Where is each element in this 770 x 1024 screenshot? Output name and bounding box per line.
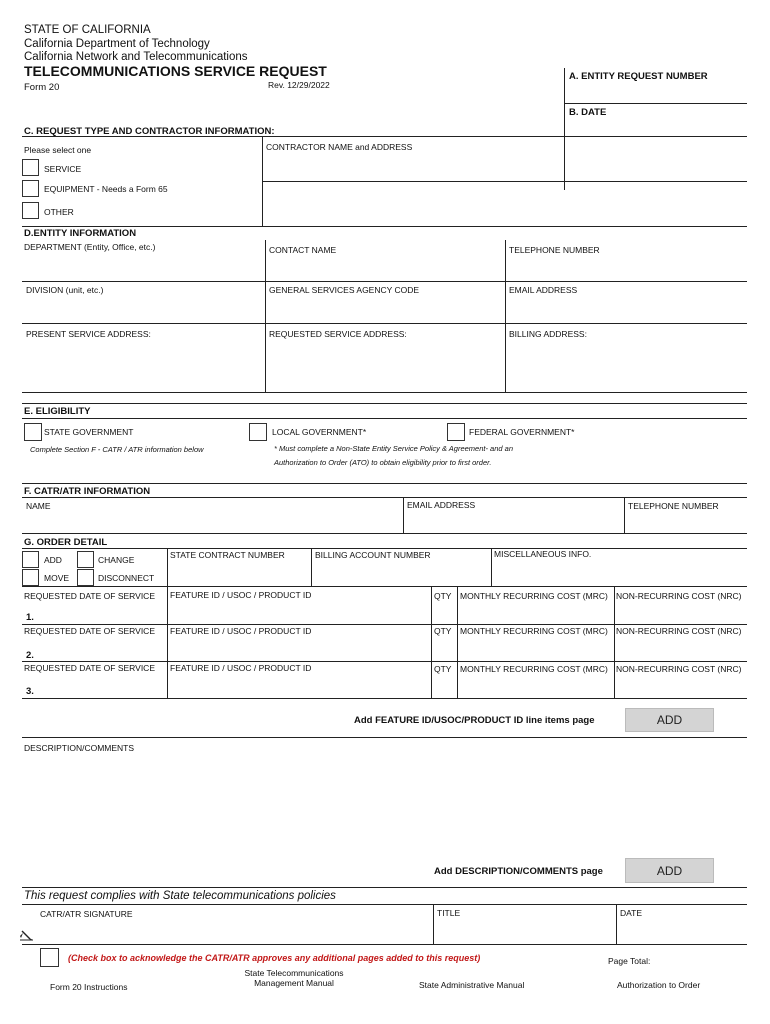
department-field[interactable] xyxy=(24,254,262,280)
move-checkbox[interactable] xyxy=(22,569,39,586)
telephone-label: TELEPHONE NUMBER xyxy=(509,245,600,255)
line2-nrc-label: NON-RECURRING COST (NRC) xyxy=(616,626,742,636)
billing-account-field[interactable] xyxy=(315,562,488,584)
acknowledge-text: (Check box to acknowledge the CATR/ATR approves any additional pages added to this request) xyxy=(68,953,481,963)
line1-nrc-label: NON-RECURRING COST (NRC) xyxy=(616,591,742,601)
other-label: OTHER xyxy=(44,207,74,217)
add-line-items-label: Add FEATURE ID/USOC/PRODUCT ID line items page xyxy=(354,715,595,726)
add-label: ADD xyxy=(44,555,62,565)
present-address-field[interactable] xyxy=(24,342,262,390)
department-heading: California Department of Technology xyxy=(24,38,210,50)
state-government-checkbox[interactable] xyxy=(24,423,42,441)
stmm-link[interactable] xyxy=(240,968,348,988)
signature-label: CATR/ATR SIGNATURE xyxy=(40,909,133,919)
catr-email-field[interactable] xyxy=(407,512,621,532)
line2-qty-field[interactable] xyxy=(434,640,454,659)
sam-link[interactable]: State Administrative Manual xyxy=(419,980,525,990)
contractor-label: CONTRACTOR NAME and ADDRESS xyxy=(266,142,413,152)
line3-date-field[interactable] xyxy=(40,677,164,696)
service-checkbox[interactable] xyxy=(22,159,39,176)
section-g-title: G. ORDER DETAIL xyxy=(24,537,108,548)
form-number: Form 20 xyxy=(24,82,60,93)
add-description-label: Add DESCRIPTION/COMMENTS page xyxy=(434,866,603,877)
state-heading: STATE OF CALIFORNIA xyxy=(24,24,151,36)
line1-date-label: REQUESTED DATE OF SERVICE xyxy=(24,591,155,601)
pen-signature-icon[interactable] xyxy=(18,927,36,943)
present-address-label: PRESENT SERVICE ADDRESS: xyxy=(26,329,151,339)
stmm-line2: Management Manual xyxy=(254,978,334,988)
equipment-label: EQUIPMENT - Needs a Form 65 xyxy=(44,184,168,194)
date-field[interactable] xyxy=(569,119,745,135)
form20-instructions-link[interactable]: Form 20 Instructions xyxy=(50,982,128,992)
federal-government-checkbox[interactable] xyxy=(447,423,465,441)
disconnect-checkbox[interactable] xyxy=(77,569,94,586)
line2-mrc-label: MONTHLY RECURRING COST (MRC) xyxy=(460,626,608,636)
line1-mrc-label: MONTHLY RECURRING COST (MRC) xyxy=(460,591,608,601)
change-label: CHANGE xyxy=(98,555,135,565)
billing-account-label: BILLING ACCOUNT NUMBER xyxy=(315,550,431,560)
add-checkbox[interactable] xyxy=(22,551,39,568)
line3-mrc-field[interactable] xyxy=(460,677,611,696)
contact-name-field[interactable] xyxy=(269,257,501,280)
change-checkbox[interactable] xyxy=(77,551,94,568)
email-label: EMAIL ADDRESS xyxy=(509,285,578,295)
gsac-field[interactable] xyxy=(269,297,501,322)
network-heading: California Network and Telecommunications xyxy=(24,51,248,63)
line3-feature-field[interactable] xyxy=(170,677,428,696)
ato-link[interactable]: Authorization to Order xyxy=(617,980,701,990)
section-e-title: E. ELIGIBILITY xyxy=(24,406,91,417)
local-government-checkbox[interactable] xyxy=(249,423,267,441)
federal-government-label: FEDERAL GOVERNMENT* xyxy=(469,427,575,437)
misc-info-label: MISCELLANEOUS INFO. xyxy=(494,549,592,559)
line3-mrc-label: MONTHLY RECURRING COST (MRC) xyxy=(460,664,608,674)
select-one-label: Please select one xyxy=(24,145,92,155)
line1-qty-label: QTY xyxy=(434,591,452,601)
department-label: DEPARTMENT (Entity, Office, etc.) xyxy=(24,242,156,252)
requested-address-field[interactable] xyxy=(269,342,501,390)
contract-number-field[interactable] xyxy=(170,562,308,584)
gsac-label: GENERAL SERVICES AGENCY CODE xyxy=(269,285,420,295)
stmm-line1: State Telecommunications xyxy=(244,968,344,978)
requested-address-label: REQUESTED SERVICE ADDRESS: xyxy=(269,329,407,339)
division-field[interactable] xyxy=(24,297,262,322)
other-checkbox[interactable] xyxy=(22,202,39,219)
catr-telephone-field[interactable] xyxy=(628,512,745,532)
description-label: DESCRIPTION/COMMENTS xyxy=(24,743,135,753)
acknowledge-checkbox[interactable] xyxy=(40,948,59,967)
line1-mrc-field[interactable] xyxy=(460,604,611,622)
catr-telephone-label: TELEPHONE NUMBER xyxy=(628,501,719,511)
line2-date-label: REQUESTED DATE OF SERVICE xyxy=(24,626,155,636)
billing-address-field[interactable] xyxy=(509,342,745,390)
section-c-title: C. REQUEST TYPE AND CONTRACTOR INFORMATION: xyxy=(24,126,275,137)
telephone-field[interactable] xyxy=(509,257,745,280)
add-description-button[interactable]: ADD xyxy=(625,858,714,883)
line2-mrc-field[interactable] xyxy=(460,640,611,659)
revision-date: Rev. 12/29/2022 xyxy=(268,80,330,90)
line2-feature-field[interactable] xyxy=(170,640,428,659)
line3-nrc-label: NON-RECURRING COST (NRC) xyxy=(616,664,742,674)
misc-info-field[interactable] xyxy=(494,562,745,584)
line3-number: 3. xyxy=(26,686,34,697)
line3-feature-label: FEATURE ID / USOC / PRODUCT ID xyxy=(170,663,312,673)
state-government-label: STATE GOVERNMENT xyxy=(44,427,134,437)
line2-date-field[interactable] xyxy=(40,640,164,659)
line2-qty-label: QTY xyxy=(434,626,452,636)
contractor-field[interactable] xyxy=(266,154,745,180)
section-d-title: D.ENTITY INFORMATION xyxy=(24,228,137,239)
disconnect-label: DISCONNECT xyxy=(98,573,155,583)
line1-number: 1. xyxy=(26,612,34,623)
catr-name-label: NAME xyxy=(26,501,51,511)
entity-request-number-label: A. ENTITY REQUEST NUMBER xyxy=(569,71,708,82)
catr-email-label: EMAIL ADDRESS xyxy=(407,500,476,510)
date-field-footer[interactable] xyxy=(620,920,745,942)
contract-number-label: STATE CONTRACT NUMBER xyxy=(170,550,285,560)
line1-qty-field[interactable] xyxy=(434,604,454,622)
division-label: DIVISION (unit, etc.) xyxy=(26,285,104,295)
description-field[interactable] xyxy=(24,756,744,852)
entity-request-number-field[interactable] xyxy=(569,84,745,102)
complies-statement: This request complies with State telecommunications policies xyxy=(24,890,336,902)
line3-qty-field[interactable] xyxy=(434,677,454,696)
title-field[interactable] xyxy=(437,920,613,942)
billing-address-label: BILLING ADDRESS: xyxy=(509,329,587,339)
line3-qty-label: QTY xyxy=(434,664,452,674)
line1-date-field[interactable] xyxy=(40,604,164,622)
local-government-label: LOCAL GOVERNMENT* xyxy=(272,427,367,437)
catr-name-field[interactable] xyxy=(24,512,400,532)
add-line-items-button[interactable]: ADD xyxy=(625,708,714,732)
contact-name-label: CONTACT NAME xyxy=(269,245,337,255)
line3-nrc-field[interactable] xyxy=(616,677,745,696)
service-label: SERVICE xyxy=(44,164,82,174)
line1-nrc-field[interactable] xyxy=(616,604,745,622)
line2-number: 2. xyxy=(26,650,34,661)
line3-date-label: REQUESTED DATE OF SERVICE xyxy=(24,663,155,673)
date-label-footer: DATE xyxy=(620,908,643,918)
section-f-title: F. CATR/ATR INFORMATION xyxy=(24,486,151,497)
non-state-note-line1: * Must complete a Non-State Entity Service Policy & Agreement- and an xyxy=(274,444,514,453)
complete-section-f-note: Complete Section F - CATR / ATR information below xyxy=(30,445,204,454)
equipment-checkbox[interactable] xyxy=(22,180,39,197)
title-label: TITLE xyxy=(437,908,461,918)
page-total-label: Page Total: xyxy=(608,956,651,966)
line2-feature-label: FEATURE ID / USOC / PRODUCT ID xyxy=(170,626,312,636)
line1-feature-label: FEATURE ID / USOC / PRODUCT ID xyxy=(170,590,312,600)
date-label: B. DATE xyxy=(569,107,607,118)
non-state-note-line2: Authorization to Order (ATO) to obtain eligibility prior to first order. xyxy=(274,458,492,467)
line2-nrc-field[interactable] xyxy=(616,640,745,659)
email-field[interactable] xyxy=(509,297,745,322)
signature-field[interactable] xyxy=(40,919,430,943)
move-label: MOVE xyxy=(44,573,70,583)
line1-feature-field[interactable] xyxy=(170,604,428,622)
form-title: TELECOMMUNICATIONS SERVICE REQUEST xyxy=(24,63,327,79)
